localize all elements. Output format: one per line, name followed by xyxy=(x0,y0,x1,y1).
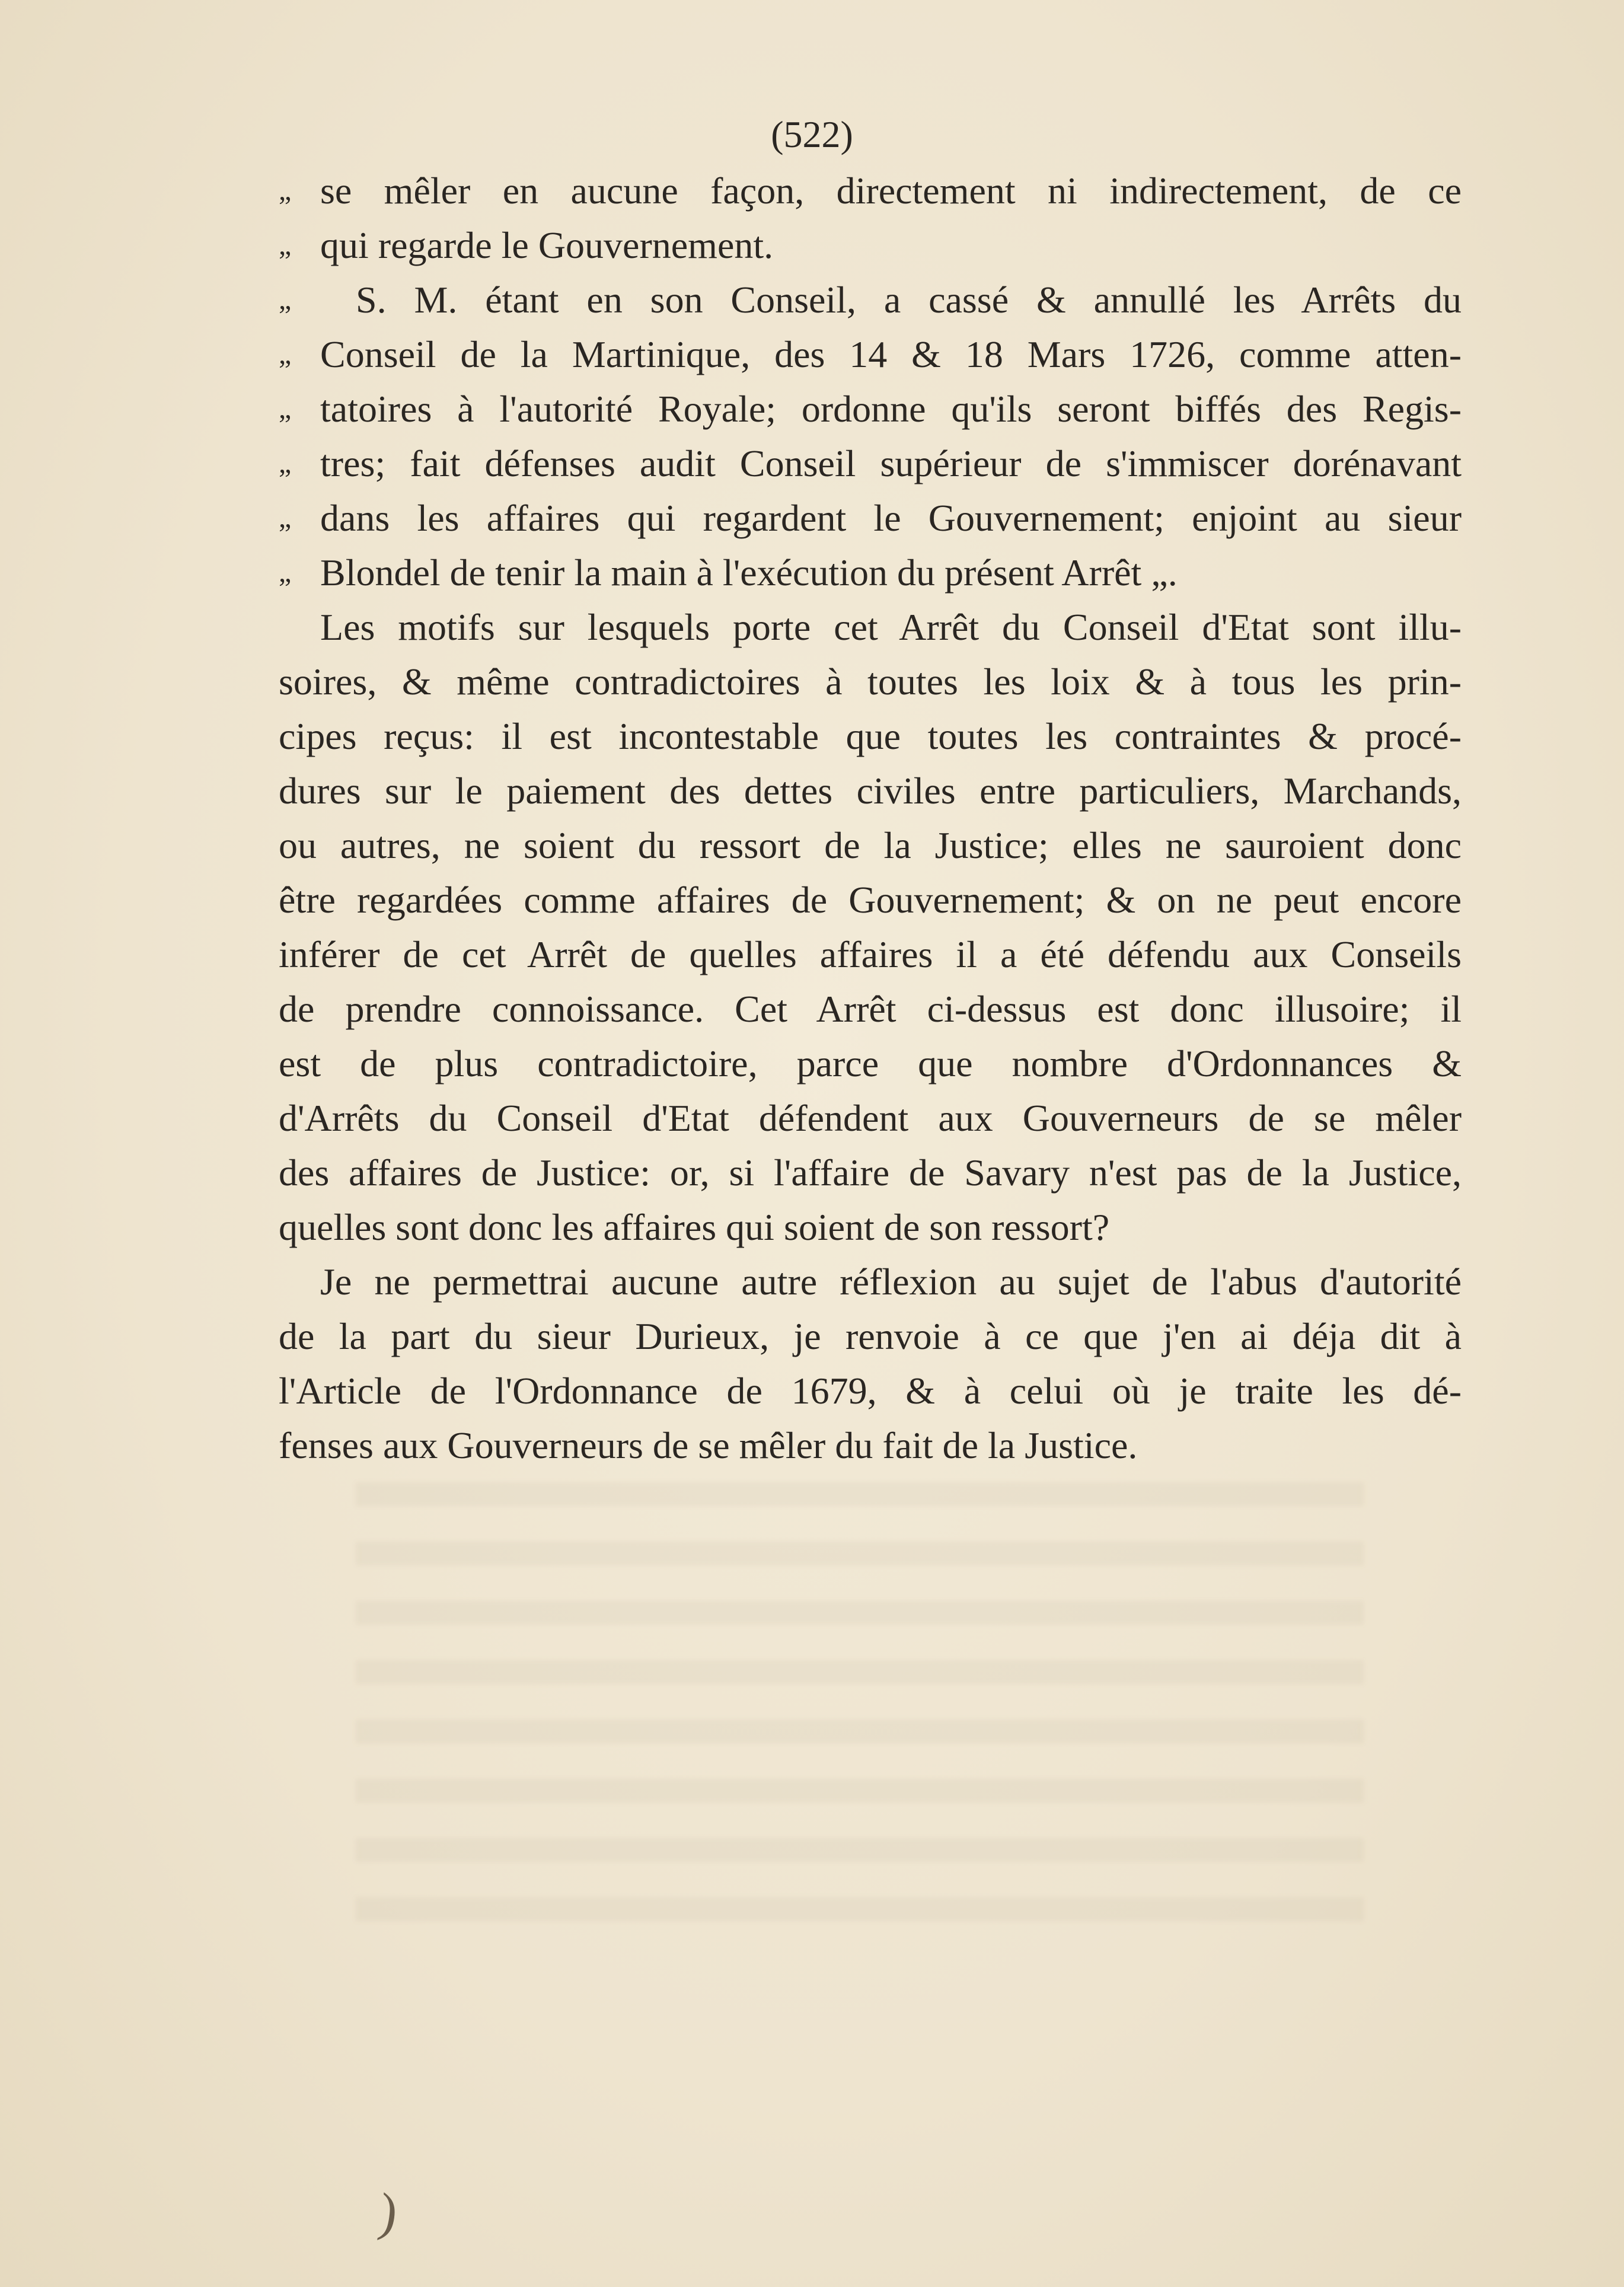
text-line-content: de la part du sieur Durieux, je renvoie à ce que j'en ai déja dit à xyxy=(279,1315,1462,1357)
text-line-content: „ S. M. étant en son Conseil, a cassé & annullé les Arrêts du xyxy=(356,279,1462,321)
text-line-content: d'Arrêts du Conseil d'Etat défendent aux Gouverneurs de se mêler xyxy=(279,1097,1462,1139)
text-line xyxy=(279,382,1462,436)
text-line xyxy=(279,273,1462,327)
text-line xyxy=(279,1146,1462,1200)
text-line xyxy=(279,491,1462,546)
text-line-content: fenses aux Gouverneurs de se mêler du fait de la Justice. xyxy=(279,1424,1138,1466)
text-line xyxy=(279,1036,1462,1091)
text-line-content: Les motifs sur lesquels porte cet Arrêt du Conseil d'Etat sont illu- xyxy=(320,606,1462,648)
body-text xyxy=(279,164,1462,1473)
text-line xyxy=(279,436,1462,491)
text-line-content: quelles sont donc les affaires qui soient de son ressort? xyxy=(279,1206,1110,1248)
text-line xyxy=(279,927,1462,982)
text-line-content: est de plus contradictoire, parce que nombre d'Ordonnances & xyxy=(279,1042,1462,1085)
text-line-content: soires, & même contradictoires à toutes les loix & à tous les prin- xyxy=(279,661,1462,703)
text-line xyxy=(279,709,1462,764)
text-line-content: ou autres, ne soient du ressort de la Justice; elles ne sauroient donc xyxy=(279,824,1462,866)
text-line xyxy=(279,1418,1462,1473)
text-line-content: „ tatoires à l'autorité Royale; ordonne qu'ils seront biffés des Regis- xyxy=(320,388,1462,430)
text-line xyxy=(279,1364,1462,1418)
text-line xyxy=(279,546,1462,600)
text-line-content: de prendre connoissance. Cet Arrêt ci-dessus est donc illusoire; il xyxy=(279,988,1462,1030)
text-line-content: „ qui regarde le Gouvernement. xyxy=(320,224,774,266)
text-line xyxy=(279,600,1462,655)
text-line-content: „ Blondel de tenir la main à l'exécution du présent Arrêt „. xyxy=(320,551,1178,594)
text-line-content: dures sur le paiement des dettes civiles entre particuliers, Marchands, xyxy=(279,770,1462,812)
text-line-content: „ tres; fait défenses audit Conseil supérieur de s'immiscer dorénavant xyxy=(320,442,1462,484)
text-line-content: „ dans les affaires qui regardent le Gouvernement; enjoint au sieur xyxy=(320,497,1462,539)
text-line-content: être regardées comme affaires de Gouvernement; & on ne peut encore xyxy=(279,879,1462,921)
text-line-content: „ Conseil de la Martinique, des 14 & 18 Mars 1726, comme atten- xyxy=(320,333,1462,375)
text-line xyxy=(279,164,1462,218)
text-line xyxy=(279,218,1462,273)
text-line xyxy=(279,873,1462,927)
margin-mark: ) xyxy=(375,2182,401,2243)
text-line-content: l'Article de l'Ordonnance de 1679, & à celui où je traite les dé- xyxy=(279,1370,1462,1412)
text-line-content: cipes reçus: il est incontestable que toutes les contraintes & procé- xyxy=(279,715,1462,757)
text-line-content: Je ne permettrai aucune autre réflexion au sujet de l'abus d'autorité xyxy=(320,1261,1462,1303)
text-line xyxy=(279,982,1462,1036)
text-line xyxy=(279,764,1462,818)
text-line-content: „ se mêler en aucune façon, directement ni indirectement, de ce xyxy=(320,170,1462,212)
show-through-texture xyxy=(356,1482,1364,1957)
text-line xyxy=(279,1255,1462,1309)
text-line xyxy=(279,1200,1462,1255)
text-line xyxy=(279,327,1462,382)
text-line xyxy=(279,1091,1462,1146)
text-line xyxy=(279,818,1462,873)
text-line-content: des affaires de Justice: or, si l'affaire de Savary n'est pas de la Justice, xyxy=(279,1152,1462,1194)
text-line-content: inférer de cet Arrêt de quelles affaires il a été défendu aux Conseils xyxy=(279,933,1462,975)
text-line xyxy=(279,1309,1462,1364)
text-line xyxy=(279,655,1462,709)
page-number: (522) xyxy=(771,113,853,155)
